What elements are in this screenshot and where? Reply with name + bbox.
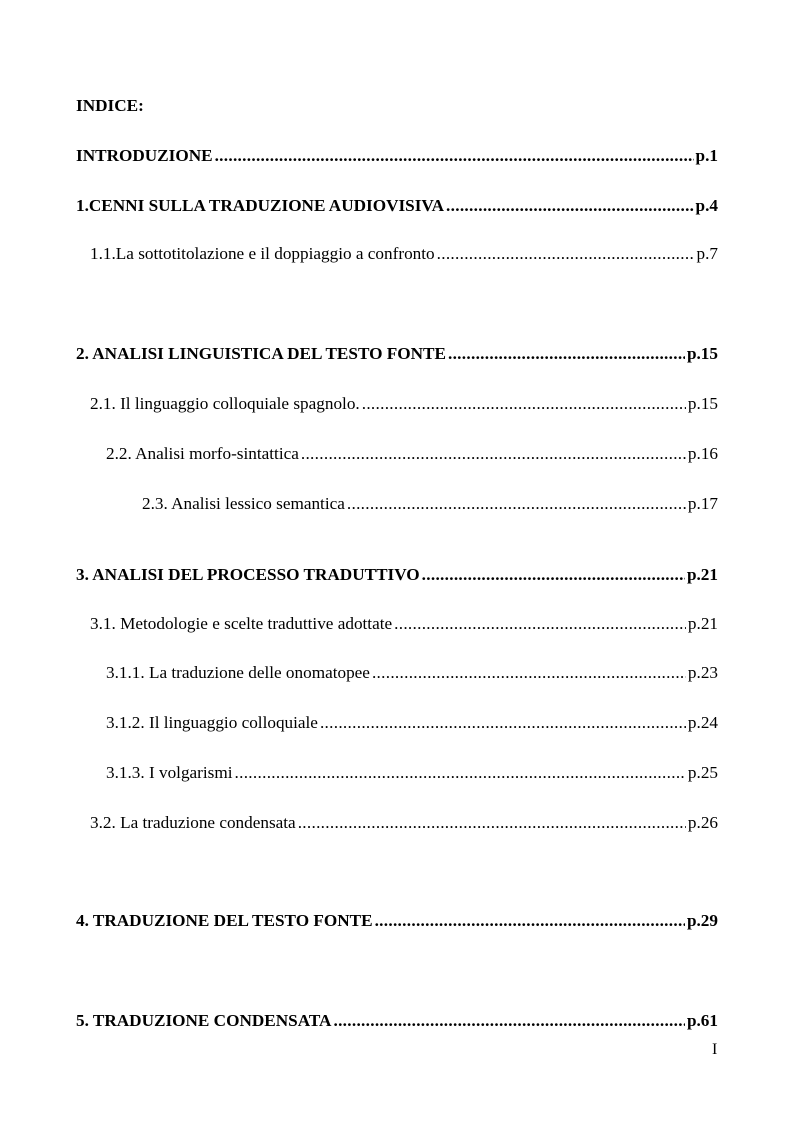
toc-entry-chapter-4[interactable] (76, 910, 718, 932)
toc-entry-page: p.23 (687, 663, 718, 682)
toc-entry-label: 3.2. La traduzione condensata (90, 813, 296, 832)
toc-entry-page: p.15 (687, 394, 718, 413)
toc-entry-section-3-1-1[interactable] (106, 662, 718, 684)
toc-entry-label: 3.1. Metodologie e scelte traduttive adottate (90, 614, 393, 633)
toc-entry-section-2-3[interactable] (142, 493, 718, 515)
toc-entry-section-1-1[interactable] (90, 243, 718, 265)
toc-entry-section-3-1[interactable] (90, 613, 718, 635)
toc-entry-label: 1.CENNI SULLA TRADUZIONE AUDIOVISIVA (76, 196, 445, 215)
toc-entry-page: p.17 (687, 494, 718, 513)
dot-leader (235, 762, 686, 784)
toc-entry-introduzione[interactable] (76, 145, 718, 167)
toc-entry-chapter-5[interactable] (76, 1010, 718, 1032)
toc-entry-label: 3.1.2. Il linguaggio colloquiale (106, 713, 318, 732)
toc-entry-section-2-2[interactable] (106, 443, 718, 465)
toc-entry-chapter-2[interactable] (76, 343, 718, 365)
dot-leader (394, 613, 686, 635)
toc-entry-label: 1.1.La sottotitolazione e il doppiaggio a confronto (90, 244, 435, 263)
toc-entry-chapter-1[interactable] (76, 195, 718, 217)
toc-entry-section-3-1-3[interactable] (106, 762, 718, 784)
dot-leader (448, 343, 685, 365)
toc-entry-chapter-3[interactable] (76, 564, 718, 586)
toc-entry-page: p.61 (686, 1011, 718, 1030)
dot-leader (446, 195, 694, 217)
toc-entry-label: 2. ANALISI LINGUISTICA DEL TESTO FONTE (76, 344, 446, 363)
dot-leader (362, 393, 686, 415)
toc-entry-label: 3.1.1. La traduzione delle onomatopee (106, 663, 370, 682)
dot-leader (215, 145, 694, 167)
dot-leader (437, 243, 695, 265)
toc-entry-section-3-1-2[interactable] (106, 712, 718, 734)
toc-entry-page: p.1 (695, 146, 718, 165)
toc-entry-page: p.15 (686, 344, 718, 363)
toc-entry-label: 3. ANALISI DEL PROCESSO TRADUTTIVO (76, 565, 420, 584)
toc-entry-section-3-2[interactable] (90, 812, 718, 834)
dot-leader (301, 443, 686, 465)
page-number: I (712, 1041, 718, 1058)
dot-leader (320, 712, 686, 734)
toc-entry-page: p.25 (687, 763, 718, 782)
toc-entry-page: p.21 (686, 565, 718, 584)
toc-entry-label: 2.3. Analisi lessico semantica (142, 494, 345, 513)
toc-entry-page: p.29 (686, 911, 718, 930)
toc-entry-section-2-1[interactable] (90, 393, 718, 415)
toc-entry-page: p.4 (695, 196, 718, 215)
toc-entry-label: 2.2. Analisi morfo-sintattica (106, 444, 299, 463)
dot-leader (372, 662, 686, 684)
toc-entry-page: p.24 (687, 713, 718, 732)
dot-leader (298, 812, 686, 834)
toc-entry-page: p.7 (696, 244, 718, 263)
dot-leader (333, 1010, 684, 1032)
toc-entry-page: p.26 (687, 813, 718, 832)
dot-leader (422, 564, 685, 586)
toc-entry-page: p.21 (687, 614, 718, 633)
dot-leader (375, 910, 685, 932)
toc-entry-label: INTRODUZIONE (76, 146, 213, 165)
index-title: INDICE: (76, 96, 144, 115)
dot-leader (347, 493, 686, 515)
toc-entry-label: 4. TRADUZIONE DEL TESTO FONTE (76, 911, 373, 930)
toc-entry-label: 3.1.3. I volgarismi (106, 763, 233, 782)
toc-entry-page: p.16 (687, 444, 718, 463)
toc-entry-label: 5. TRADUZIONE CONDENSATA (76, 1011, 332, 1030)
toc-entry-label: 2.1. Il linguaggio colloquiale spagnolo. (90, 394, 360, 413)
